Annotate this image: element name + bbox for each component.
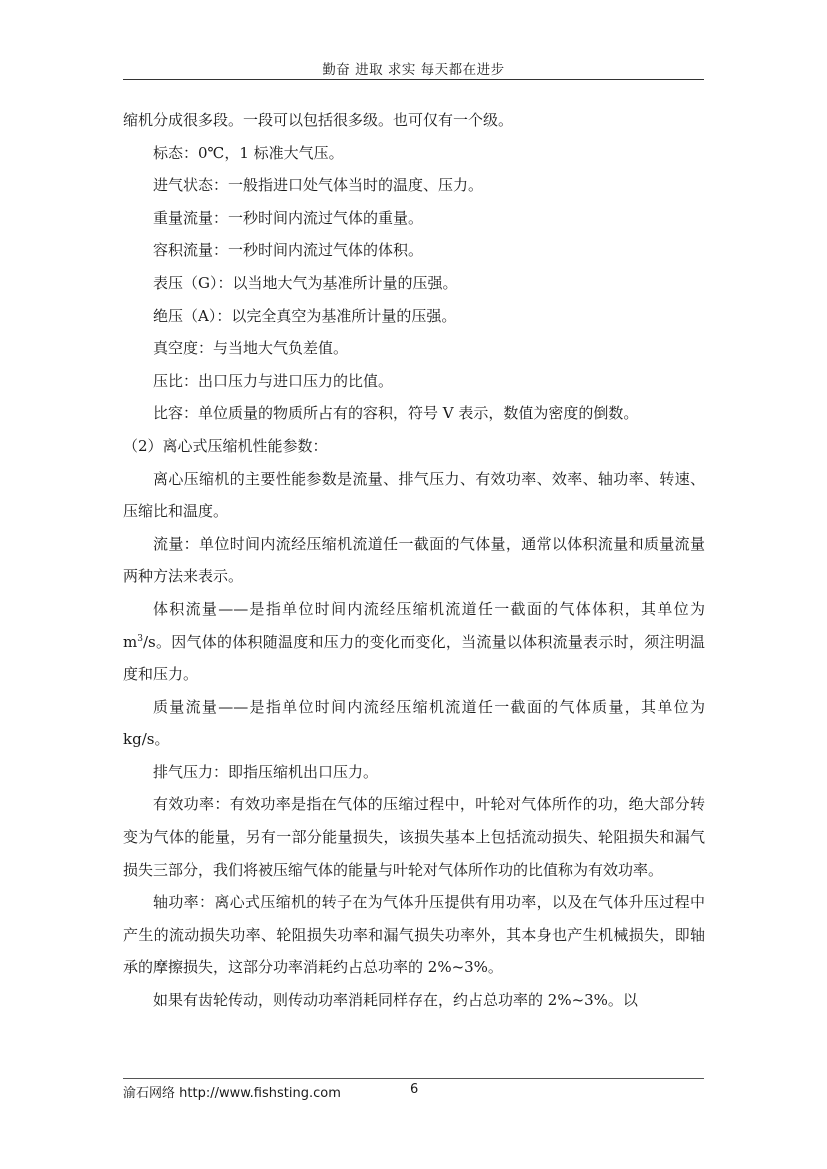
paragraph: 流量：单位时间内流经压缩机流道任一截面的气体量，通常以体积流量和质量流量两种方法来表示。 <box>123 534 705 586</box>
footer-company-link: 渝石网络 http://www.fishsting.com <box>123 1086 341 1101</box>
paragraph: 容积流量：一秒时间内流过气体的体积。 <box>153 241 424 260</box>
paragraph: 如果有齿轮传动，则传动功率消耗同样存在，约占总功率的 2%~3%。以 <box>153 991 638 1010</box>
paragraph: 重量流量：一秒时间内流过气体的重量。 <box>153 208 424 227</box>
text-run: /s。因气体的体积随温度和压力的变化而变化，当流量以体积流量表示时，须注明温度和压力。 <box>123 632 705 684</box>
header-divider <box>123 79 704 80</box>
footer-divider <box>123 1078 704 1079</box>
paragraph: 绝压（A）：以完全真空为基准所计量的压强。 <box>153 306 457 325</box>
document-body <box>123 104 705 1017</box>
superscript: 3 <box>137 633 143 644</box>
page-header: 勤奋 进取 求实 每天都在进步 <box>322 62 505 78</box>
paragraph: 进气状态：一般指进口处气体当时的温度、压力。 <box>153 176 484 195</box>
paragraph: 离心压缩机的主要性能参数是流量、排气压力、有效功率、效率、轴功率、转速、压缩比和温度。 <box>123 469 705 521</box>
paragraph: 表压（G）：以当地大气为基准所计量的压强。 <box>153 273 458 292</box>
paragraph: 有效功率：有效功率是指在气体的压缩过程中，叶轮对气体所作的功，绝大部分转变为气体的能量，另有一部分能量损失，该损失基本上包括流动损失、轮阻损失和漏气损失三部分，我们将被压缩气体的能量与叶轮对气体所作功的比值称为有效功率。 <box>123 795 705 879</box>
section-heading: （2）离心式压缩机性能参数： <box>123 436 328 455</box>
paragraph: 真空度：与当地大气负差值。 <box>153 339 349 358</box>
paragraph: 排气压力：即指压缩机出口压力。 <box>153 762 379 781</box>
paragraph: 缩机分成很多段。一段可以包括很多级。也可仅有一个级。 <box>123 111 514 129</box>
paragraph: 标态：0℃，1 标准大气压。 <box>153 143 344 162</box>
paragraph-volume-flow <box>123 593 705 691</box>
page-number: 6 <box>410 1082 419 1097</box>
paragraph: 质量流量——是指单位时间内流经压缩机流道任一截面的气体质量，其单位为 kg/s。 <box>123 697 705 749</box>
paragraph: 压比：出口压力与进口压力的比值。 <box>153 371 394 390</box>
paragraph: 轴功率：离心式压缩机的转子在为气体升压提供有用功率，以及在气体升压过程中产生的流动损失功率、轮阻损失功率和漏气损失功率外，其本身也产生机械损失，即轴承的摩擦损失，这部分功率消耗约占总功率的 2%~3%。 <box>123 893 705 977</box>
text-run: 体积流量——是指单位时间内流经压缩机流道任一截面的气体体积，其单位为 m <box>123 599 705 651</box>
paragraph: 比容：单位质量的物质所占有的容积，符号 V 表示，数值为密度的倒数。 <box>153 404 639 423</box>
